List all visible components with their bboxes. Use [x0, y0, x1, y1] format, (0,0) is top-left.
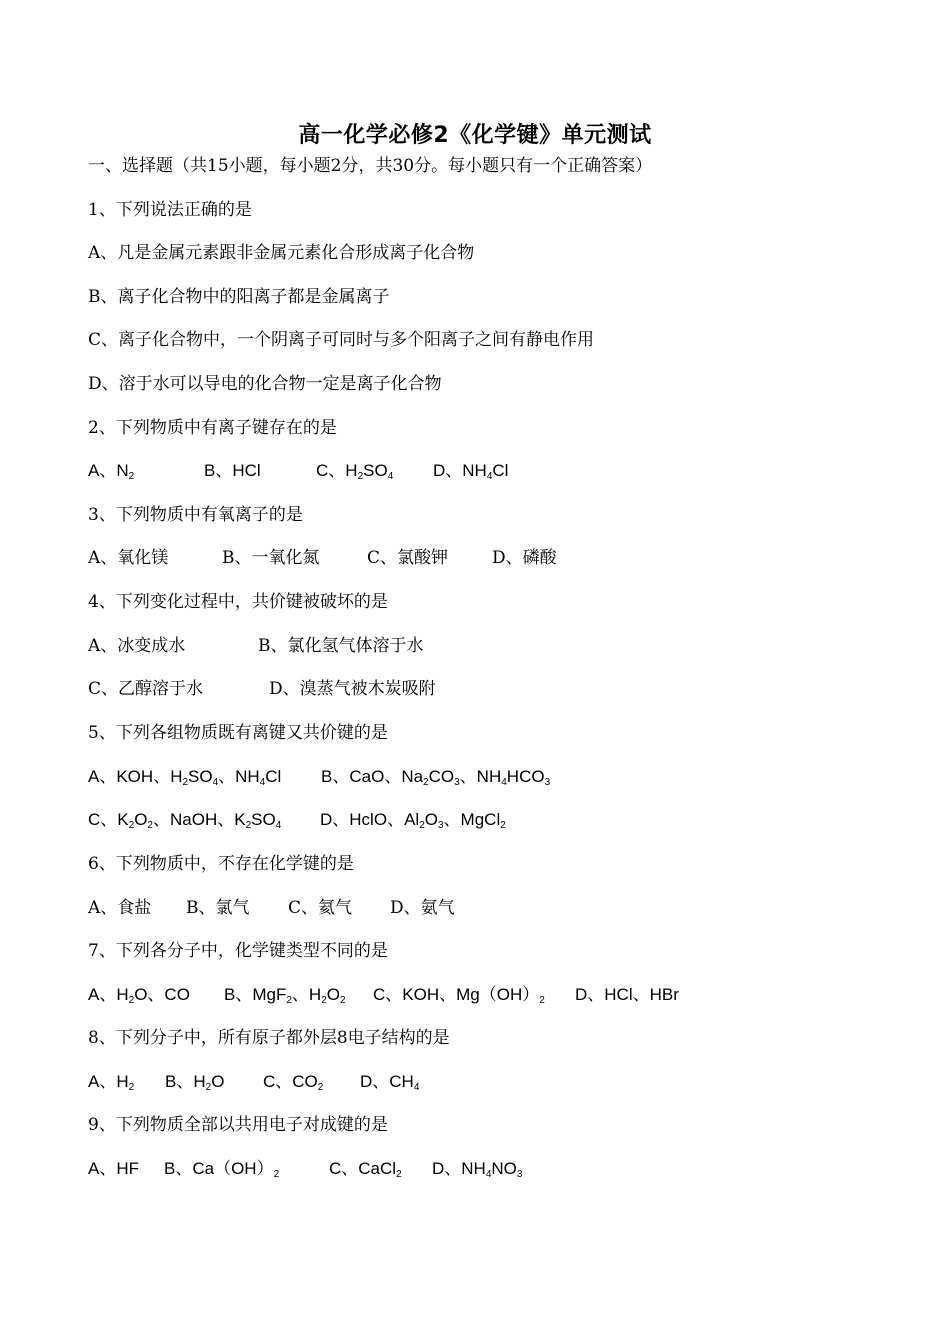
- question-6-stem: 6、下列物质中，不存在化学键的是: [88, 854, 354, 874]
- q4-options-row1: [88, 634, 848, 658]
- q7-option-d: D、HCl、HBr: [575, 985, 679, 1004]
- q1-option-d: D、溶于水可以导电的化合物一定是离子化合物: [88, 374, 442, 394]
- question-2-stem: 2、下列物质中有离子键存在的是: [88, 418, 337, 438]
- q6-option-a: A、食盐: [88, 898, 152, 918]
- q6-option-b: B、氯气: [186, 898, 250, 918]
- q4-option-b: B、氯化氢气体溶于水: [258, 636, 424, 656]
- q5-options-row2: [88, 808, 848, 832]
- q8-option-c: C、$CO_2$: [263, 1072, 324, 1093]
- q1-option-a: A、凡是金属元素跟非金属元素化合形成离子化合物: [88, 243, 475, 263]
- q4-option-a: A、冰变成水: [88, 636, 186, 656]
- q3-option-c: C、氯酸钾: [367, 548, 449, 568]
- q2-option-c: C、$H_2SO_4$: [316, 461, 394, 482]
- question-5-stem: 5、下列各组物质既有离键又共价键的是: [88, 723, 388, 743]
- q8-options: [88, 1070, 848, 1094]
- q2-options: [88, 459, 848, 483]
- q9-options: [88, 1157, 848, 1181]
- q7-option-a: A、$H_2O$、CO: [88, 985, 190, 1006]
- q4-options-row2: [88, 677, 848, 701]
- question-9-stem: 9、下列物质全部以共用电子对成键的是: [88, 1115, 388, 1135]
- q9-option-c: C、CaCl$_2$: [329, 1159, 402, 1180]
- q1-option-c: C、离子化合物中，一个阴离子可同时与多个阳离子之间有静电作用: [88, 330, 595, 350]
- q5-option-d: D、HclO、$Al_2O_3$、MgCl$_2$: [320, 810, 506, 831]
- q7-option-b: B、MgF$_2$、$H_2O_2$: [224, 985, 346, 1006]
- q8-option-a: A、$H_2$: [88, 1072, 135, 1093]
- q2-option-d: D、$NH_4Cl$: [433, 461, 509, 482]
- q1-option-b: B、离子化合物中的阳离子都是金属离子: [88, 287, 390, 307]
- q7-options: [88, 983, 848, 1007]
- q3-option-b: B、一氧化氮: [222, 548, 320, 568]
- question-3-stem: 3、下列物质中有氧离子的是: [88, 505, 303, 525]
- q6-option-d: D、氨气: [390, 898, 455, 918]
- q4-option-c: C、乙醇溶于水: [88, 679, 204, 699]
- q3-option-a: A、氧化镁: [88, 548, 169, 568]
- q5-option-b: B、CaO、$Na_2CO_3$、$NH_4HCO_3$: [321, 767, 551, 788]
- q8-option-b: B、$H_2O$: [165, 1072, 225, 1093]
- q5-options-row1: [88, 765, 848, 789]
- question-8-stem: 8、下列分子中，所有原子都外层8电子结构的是: [88, 1028, 450, 1048]
- q6-option-c: C、氦气: [288, 898, 353, 918]
- q9-option-b: B、$Ca(OH)_2$: [164, 1159, 280, 1180]
- q4-option-d: D、溴蒸气被木炭吸附: [269, 679, 436, 699]
- section-heading: 一、选择题（共15小题，每小题2分，共30分。每小题只有一个正确答案）: [88, 156, 653, 176]
- question-4-stem: 4、下列变化过程中，共价键被破坏的是: [88, 592, 388, 612]
- q2-option-a: A、$N_2$: [88, 461, 135, 482]
- q9-option-d: D、$NH_4NO_3$: [432, 1159, 523, 1180]
- page-title: 高一化学必修2《化学键》单元测试: [298, 123, 652, 148]
- q7-option-c: C、KOH、$Mg(OH)_2$: [373, 985, 545, 1006]
- q2-option-b: B、HCl: [204, 461, 261, 480]
- q5-option-a: A、KOH、$H_2SO_4$、$NH_4Cl$: [88, 767, 282, 788]
- q5-option-c: C、$K_2O_2$、NaOH、$K_2SO_4$: [88, 810, 282, 831]
- q3-options: [88, 546, 848, 570]
- q8-option-d: D、$CH_4$: [360, 1072, 420, 1093]
- q3-option-d: D、磷酸: [492, 548, 557, 568]
- question-1-stem: 1、下列说法正确的是: [88, 200, 252, 220]
- question-7-stem: 7、下列各分子中，化学键类型不同的是: [88, 941, 388, 961]
- q6-options: [88, 896, 848, 920]
- q9-option-a: A、HF: [88, 1159, 140, 1178]
